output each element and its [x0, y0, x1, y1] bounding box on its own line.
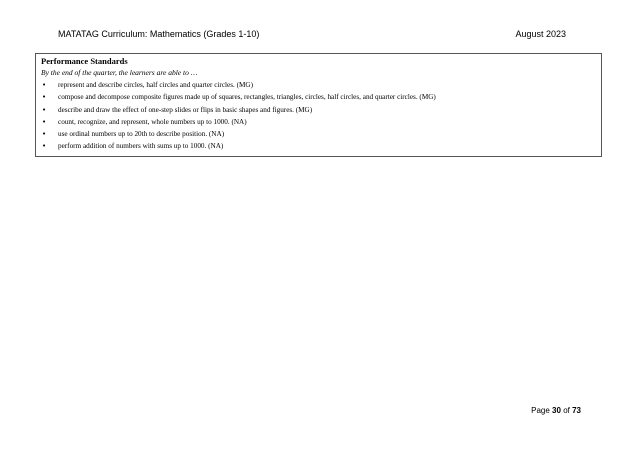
section-title: Performance Standards: [41, 56, 128, 66]
standard-text: count, recognize, and represent, whole numbers up to 1000. (NA): [58, 117, 247, 126]
bullet-icon: •: [42, 130, 47, 139]
of-word: of: [563, 406, 570, 415]
section-intro: By the end of the quarter, the learners are able to …: [41, 68, 198, 77]
standard-text: compose and decompose composite figures made up of squares, rectangles, triangles, circles, half circles, and quarter circles. (MG): [58, 93, 436, 102]
standard-text: perform addition of numbers with sums up to 1000. (NA): [58, 142, 224, 151]
document-title: MATATAG Curriculum: Mathematics (Grades 1-10): [58, 29, 260, 39]
list-item: [41, 140, 596, 152]
bullet-icon: •: [42, 81, 47, 89]
bullet-icon: •: [42, 105, 47, 114]
standard-text: use ordinal numbers up to 20th to describe position. (NA): [58, 130, 225, 139]
standard-text: represent and describe circles, half circles and quarter circles. (MG): [58, 81, 253, 89]
list-item: [41, 79, 596, 91]
list-item: [41, 104, 596, 116]
total-pages-number: 73: [572, 406, 581, 415]
bullet-icon: •: [42, 93, 47, 102]
page-header: [58, 27, 566, 41]
list-item: [41, 128, 596, 140]
document-date: August 2023: [515, 29, 566, 39]
performance-standards-box: [35, 53, 602, 157]
list-item: [41, 91, 596, 103]
list-item: [41, 116, 596, 128]
current-page-number: 30: [552, 406, 561, 415]
page-word: Page: [531, 406, 550, 415]
standards-list: [41, 79, 596, 153]
bullet-icon: •: [42, 142, 47, 151]
page-footer: [531, 406, 581, 416]
standard-text: describe and draw the effect of one-step slides or flips in basic shapes and figures. (MG): [58, 105, 313, 114]
bullet-icon: •: [42, 117, 47, 126]
